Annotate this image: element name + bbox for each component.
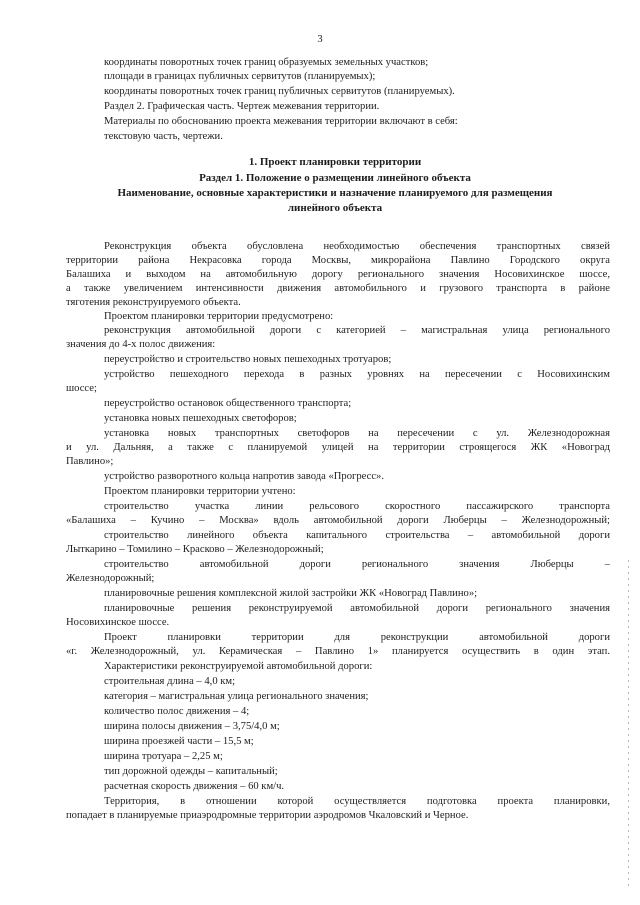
body-line: Лыткарино – Томилино – Красково – Железнодорожный; — [66, 544, 324, 555]
intro-line: Материалы по обоснованию проекта межевания территории включают в себя: — [104, 116, 458, 127]
body-line: «Балашиха – Кучино – Москва» вдоль автомобильной дороги Люберцы – Железнодорожный; — [66, 515, 610, 526]
section-heading: 1. Проект планировки территории — [248, 156, 422, 168]
body-line: категория – магистральная улица регионального значения; — [104, 691, 369, 702]
body-line: строительство участка линии рельсового скоростного пассажирского транспорта — [104, 501, 610, 512]
body-line: Проект планировки территории для реконструкции автомобильной дороги — [104, 632, 610, 643]
body-line: тип дорожной одежды – капитальный; — [104, 766, 278, 777]
intro-line: Раздел 2. Графическая часть. Чертеж межевания территории. — [104, 101, 380, 112]
body-line: строительная длина – 4,0 км; — [104, 676, 236, 687]
body-line: Реконструкция объекта обусловлена необходимостью обеспечения транспортных связей — [104, 241, 610, 252]
section-heading: Раздел 1. Положение о размещении линейного объекта — [199, 172, 471, 184]
body-line: ширина проезжей части – 15,5 м; — [104, 736, 254, 747]
body-line: шоссе; — [66, 383, 97, 394]
body-line: Проектом планировки территории учтено: — [104, 486, 296, 497]
section-heading: линейного объекта — [287, 202, 383, 214]
body-line: Носовихинское шоссе. — [66, 617, 170, 628]
body-line: Проектом планировки территории предусмотрено: — [104, 311, 334, 322]
body-line: установка новых пешеходных светофоров; — [104, 413, 297, 424]
section-heading: Наименование, основные характеристики и назначение планируемого для размещения — [117, 187, 553, 199]
page-number: 3 — [317, 34, 323, 45]
body-line: строительство линейного объекта капитального строительства – автомобильной дороги — [104, 530, 610, 541]
body-line: переустройство остановок общественного транспорта; — [104, 398, 352, 409]
body-line: территории района Некрасовка города Москвы, микрорайона Павлино Городского округа — [66, 255, 610, 266]
body-line: ширина полосы движения – 3,75/4,0 м; — [104, 721, 280, 732]
body-line: устройство разворотного кольца напротив завода «Прогресс». — [104, 471, 384, 482]
body-line: переустройство и строительство новых пешеходных тротуаров; — [104, 354, 392, 365]
body-line: установка новых транспортных светофоров на пересечении с ул. Железнодорожная — [104, 428, 610, 439]
body-line: расчетная скорость движения – 60 км/ч. — [104, 781, 285, 792]
body-line: количество полос движения – 4; — [104, 706, 250, 717]
body-line: а также увеличением интенсивности движения автомобильного и грузового транспорта в районе — [66, 283, 610, 294]
body-line: ширина тротуара – 2,25 м; — [104, 751, 223, 762]
body-line: строительство автомобильной дороги регионального значения Люберцы – — [104, 559, 610, 570]
body-line: планировочные решения комплексной жилой застройки ЖК «Новоград Павлино»; — [104, 588, 478, 599]
intro-line: текстовую часть, чертежи. — [104, 131, 223, 142]
body-line: Характеристики реконструируемой автомобильной дороги: — [104, 661, 373, 672]
body-line: попадает в планируемые приаэродромные территории аэродромов Чкаловский и Черное. — [66, 810, 469, 821]
intro-line: координаты поворотных точек границ образуемых земельных участков; — [104, 57, 429, 68]
body-line: Балашиха и выходом на автомобильную дорогу регионального значения Носовихинское шоссе, — [66, 269, 610, 280]
body-line: Территория, в отношении которой осуществляется подготовка проекта планировки, — [104, 796, 610, 807]
intro-line: координаты поворотных точек границ публичных сервитутов (планируемых). — [104, 86, 455, 97]
body-line: тяготения реконструируемого объекта. — [66, 297, 241, 308]
body-line: Павлино»; — [66, 456, 114, 467]
body-line: планировочные решения реконструируемой автомобильной дороги регионального значения — [104, 603, 610, 614]
scan-edge-mark — [628, 560, 629, 890]
body-line: и ул. Дальняя, а также с планируемой улицей на территории строящегося ЖК «Новоград — [66, 442, 610, 453]
body-line: устройство пешеходного перехода в разных уровнях на пересечении с Носовихинским — [104, 369, 610, 380]
body-line: значения до 4-х полос движения: — [66, 339, 216, 350]
body-line: реконструкция автомобильной дороги с категорией – магистральная улица регионального — [104, 325, 610, 336]
body-line: «г. Железнодорожный, ул. Керамическая – Павлино 1» планируется осуществить в один этап. — [66, 646, 610, 657]
intro-line: площади в границах публичных сервитутов (планируемых); — [104, 71, 376, 82]
body-line: Железнодорожный; — [66, 573, 155, 584]
